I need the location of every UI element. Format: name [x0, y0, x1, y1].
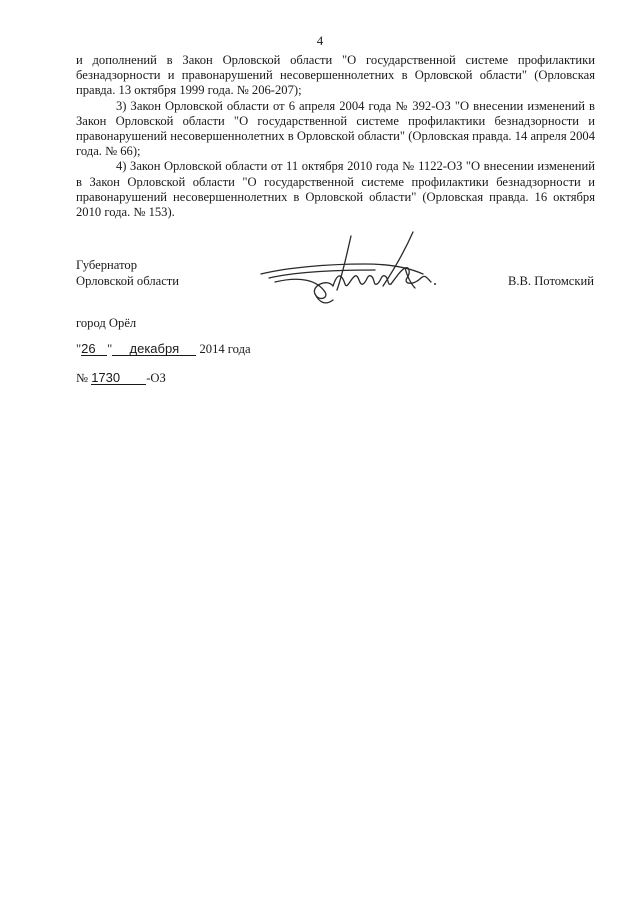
- date-close-quote: ": [107, 342, 113, 356]
- date-year: 2014 года: [199, 342, 251, 356]
- law-number-value: 1730: [91, 371, 146, 385]
- signing-date: [76, 342, 251, 357]
- signatory-title: [76, 258, 179, 289]
- paragraph-continuation: и дополнений в Закон Орловской области "О государственной системе профилактики безнадзорности и правонарушений несовершеннолетних в Орловской области" (Орловская правда. 13 октября 1999 года. № 206-207);: [76, 53, 595, 98]
- paragraph-item-3: 3) Закон Орловской области от 6 апреля 2004 года № 392-ОЗ "О внесении изменений в Закон Орловской области "О государственной системе профилактики безнадзорности и правонарушений несовершеннолетних в Орловской области" (Орловская правда. 14 апреля 2004 года. № 66);: [76, 98, 595, 159]
- law-number: [76, 371, 166, 386]
- signatory-title-line-1: Губернатор: [76, 258, 137, 272]
- date-day: 26: [81, 342, 107, 356]
- signatory-name: В.В. Потомский: [507, 274, 594, 288]
- handwritten-signature: [255, 228, 445, 318]
- signatory-title-line-2: Орловской области: [76, 273, 180, 288]
- city-of-signing: город Орёл: [76, 316, 137, 330]
- page-number: 4: [316, 33, 324, 48]
- date-open-quote: ": [76, 342, 82, 356]
- paragraph-item-4: 4) Закон Орловской области от 11 октября 2010 года № 1122-ОЗ "О внесении изменений в Закон Орловской области "О государственной системе профилактики безнадзорности и правонарушений несовершеннолетних в Орловской области" (Орловская правда. 16 октября 2010 года. № 153).: [76, 159, 595, 220]
- date-month: декабря: [112, 342, 196, 356]
- law-number-suffix: -ОЗ: [146, 371, 166, 385]
- law-number-prefix: №: [76, 371, 89, 385]
- document-body: [76, 53, 595, 220]
